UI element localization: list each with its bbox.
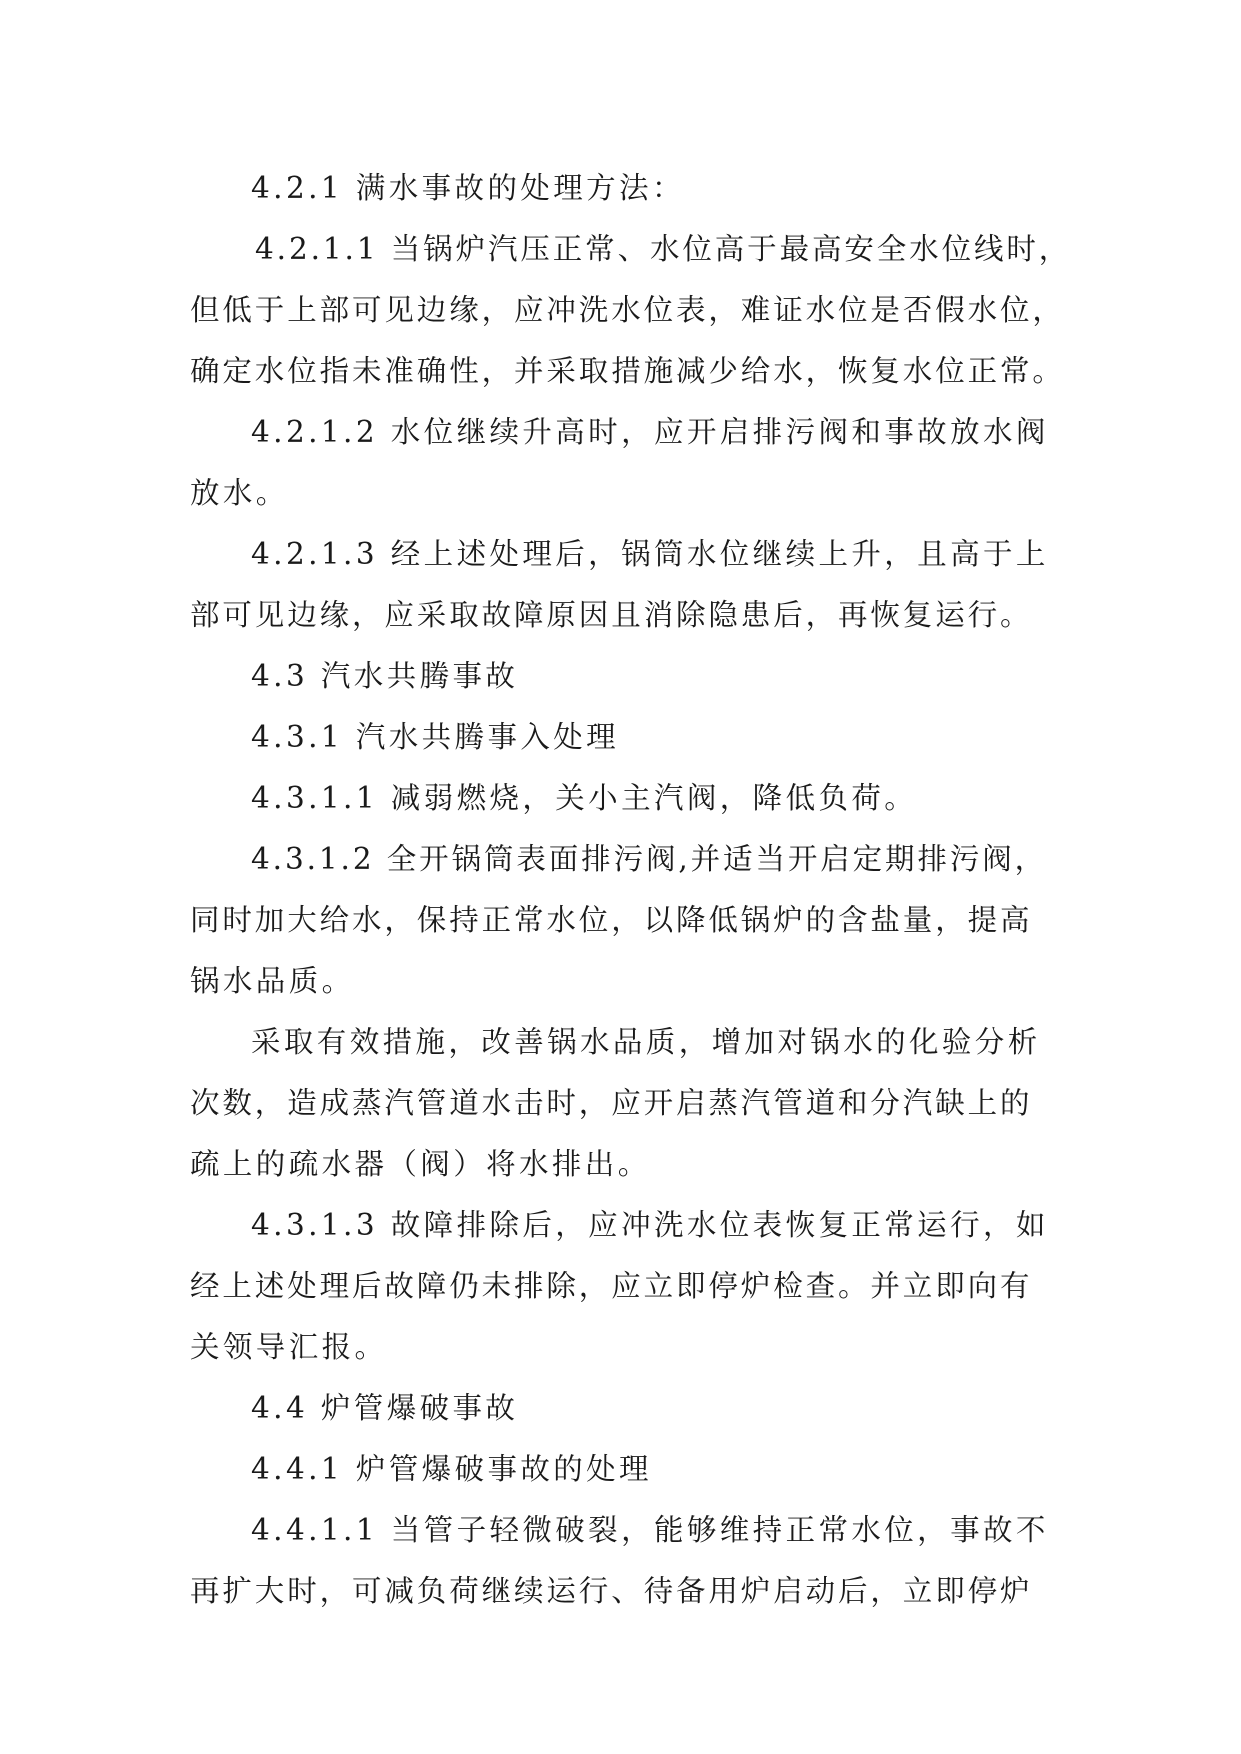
paragraph-line: 经上述处理后故障仍未排除，应立即停炉检查。并立即向有 xyxy=(190,1269,1033,1303)
paragraph-line: 4.3.1.1 减弱燃烧，关小主汽阀，降低负荷。 xyxy=(251,781,918,815)
paragraph-line: 但低于上部可见边缘，应冲洗水位表，难证水位是否假水位， xyxy=(190,293,1065,327)
section-heading-4-4: 4.4 炉管爆破事故 xyxy=(251,1391,519,1425)
paragraph-line: 关领导汇报。 xyxy=(190,1330,388,1364)
paragraph-line: 次数，造成蒸汽管道水击时，应开启蒸汽管道和分汽缺上的 xyxy=(190,1086,1033,1120)
paragraph-line: 4.2.1.3 经上述处理后，锅筒水位继续上升，且高于上 xyxy=(251,537,1049,571)
paragraph-line: 确定水位指未准确性，并采取措施减少给水，恢复水位正常。 xyxy=(190,354,1065,388)
paragraph-line: 4.2.1.1 当锅炉汽压正常、水位高于最高安全水位线时， xyxy=(255,232,1072,266)
paragraph-line: 锅水品质。 xyxy=(190,964,355,998)
paragraph-line: 同时加大给水，保持正常水位，以降低锅炉的含盐量，提高 xyxy=(190,903,1033,937)
section-heading-4-2-1: 4.2.1 满水事故的处理方法： xyxy=(251,171,685,205)
paragraph-line: 再扩大时，可减负荷继续运行、待备用炉启动后，立即停炉 xyxy=(190,1574,1033,1608)
paragraph-line: 放水。 xyxy=(190,476,289,510)
paragraph-line: 部可见边缘，应采取故障原因且消除隐患后，再恢复运行。 xyxy=(190,598,1033,632)
document-body xyxy=(190,158,1070,1622)
paragraph-line: 4.3.1.3 故障排除后，应冲洗水位表恢复正常运行，如 xyxy=(251,1208,1049,1242)
section-heading-4-3-1: 4.3.1 汽水共腾事入处理 xyxy=(251,720,620,754)
paragraph-line: 4.3.1.2 全开锅筒表面排污阀,并适当开启定期排污阀， xyxy=(251,842,1048,876)
paragraph-line: 4.2.1.2 水位继续升高时，应开启排污阀和事故放水阀 xyxy=(251,415,1049,449)
paragraph-line: 4.4.1.1 当管子轻微破裂，能够维持正常水位，事故不 xyxy=(251,1513,1049,1547)
paragraph-line: 疏上的疏水器（阀）将水排出。 xyxy=(190,1147,651,1181)
section-heading-4-4-1: 4.4.1 炉管爆破事故的处理 xyxy=(251,1452,652,1486)
section-heading-4-3: 4.3 汽水共腾事故 xyxy=(251,659,519,693)
paragraph-line: 采取有效措施，改善锅水品质，增加对锅水的化验分析 xyxy=(251,1025,1041,1059)
